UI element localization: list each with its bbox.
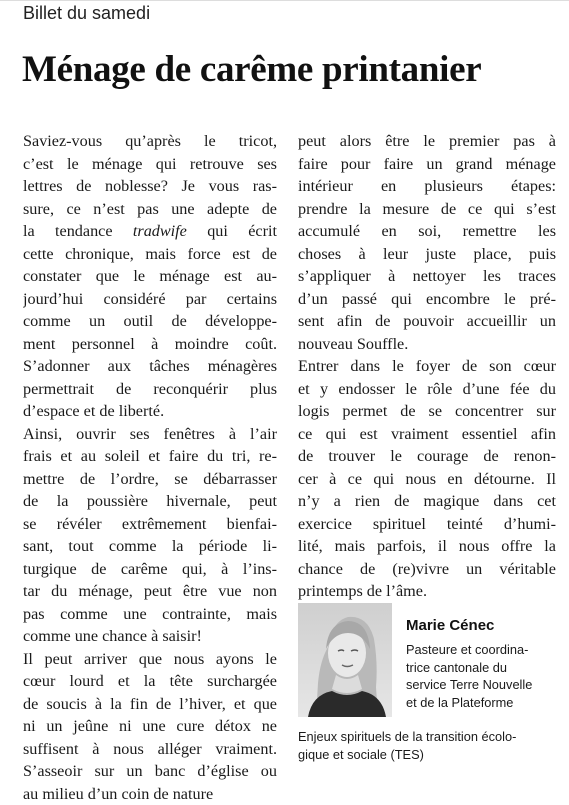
article-line: de la poussière hivernale, peut [23,490,277,513]
author-bio-bottom [298,728,556,763]
author-bio-line: gique et sociale (TES) [298,746,556,764]
article-line: lettres de noblesse? Je vous ras- [23,175,277,198]
article-column-right [298,130,556,603]
author-name: Marie Cénec [406,617,494,634]
article-line: Entrer dans le foyer de son cœur [298,355,556,378]
article-line: ni un jeûne ni une cure détox ne [23,715,277,738]
article-line: comme une chance à saisir! [23,625,277,648]
author-portrait-image [298,603,392,717]
article-line: suffisent à nous alléger vraiment. [23,738,277,761]
author-bio-line: Pasteure et coordina- [406,641,556,659]
article-line: Ainsi, ouvrir ses fenêtres à l’air [23,423,277,446]
article-line: de trouver le courage de renon- [298,445,556,468]
author-bio-line: et de la Plateforme [406,694,556,712]
top-rule [0,0,569,1]
rubric-label: Billet du samedi [23,3,150,24]
article-line: constater que le ménage est au- [23,265,277,288]
article-line: sent afin de pouvoir accueillir un [298,310,556,333]
article-line: prendre la mesure de ce qui s’est [298,198,556,221]
author-bio-line: trice cantonale du [406,659,556,677]
author-photo [298,603,392,717]
article-line: permettrait de reconquérir plus [23,378,277,401]
article-line: d’un passé qui encombre le pré- [298,288,556,311]
article-headline: Ménage de carême printanier [22,48,481,91]
author-bio-line: Enjeux spirituels de la transition écolo- [298,728,556,746]
author-bio-top [406,641,556,712]
article-line: Saviez-vous qu’après le tricot, [23,130,277,153]
article-line: nouveau Souffle. [298,333,556,356]
article-line: ment personnel à moindre coût. [23,333,277,356]
article-line: accumulé en soi, remettre les [298,220,556,243]
article-line: turgique de carême qui, à l’ins- [23,558,277,581]
article-line: logis permet de se concentrer sur [298,400,556,423]
article-line: lité, mais parfois, il nous offre la [298,535,556,558]
article-line: de soucis à la fin de l’hiver, et que [23,693,277,716]
article-line: cette chronique, mais force est de [23,243,277,266]
article-line: exercice spirituel teinté d’humi- [298,513,556,536]
article-line: la tendance tradwife qui écrit [23,220,277,243]
article-line: S’adonner aux tâches ménagères [23,355,277,378]
article-line: sure, ce n’est pas une adepte de [23,198,277,221]
article-column-left [23,130,277,805]
article-line: faire pour faire un grand ménage [298,153,556,176]
article-line: frais et au soleil et faire du tri, re- [23,445,277,468]
article-line: intérieur en plusieurs étapes: [298,175,556,198]
article-line: Il peut arriver que nous ayons le [23,648,277,671]
article-line: et y endosser le rôle d’une fée du [298,378,556,401]
article-line: peut alors être le premier pas à [298,130,556,153]
article-line: s’appliquer à nettoyer les traces [298,265,556,288]
article-line: n’y a rien de magique dans cet [298,490,556,513]
article-line: tar du ménage, peut être vue non [23,580,277,603]
article-line: au milieu d’un coin de nature [23,783,277,805]
article-line: sant, tout comme la période li- [23,535,277,558]
article-line: printemps de l’âme. [298,580,556,603]
article-line: cœur lourd et la tête surchargée [23,670,277,693]
article-line: choses à leur juste place, puis [298,243,556,266]
article-line: mettre de l’ordre, se débarrasser [23,468,277,491]
article-line: comme un outil de développe- [23,310,277,333]
article-line: jourd’hui considéré par certains [23,288,277,311]
article-line: pas comme une contrainte, mais [23,603,277,626]
article-line: chance de (re)vivre un véritable [298,558,556,581]
article-line: ce qui est vraiment essentiel afin [298,423,556,446]
article-line: d’espace et de liberté. [23,400,277,423]
article-line: S’asseoir sur un banc d’église ou [23,760,277,783]
article-line: cer à ce qui nous en détourne. Il [298,468,556,491]
article-line: c’est le ménage qui retrouve ses [23,153,277,176]
article-line: se révéler extrêmement bienfai- [23,513,277,536]
author-bio-line: service Terre Nouvelle [406,676,556,694]
